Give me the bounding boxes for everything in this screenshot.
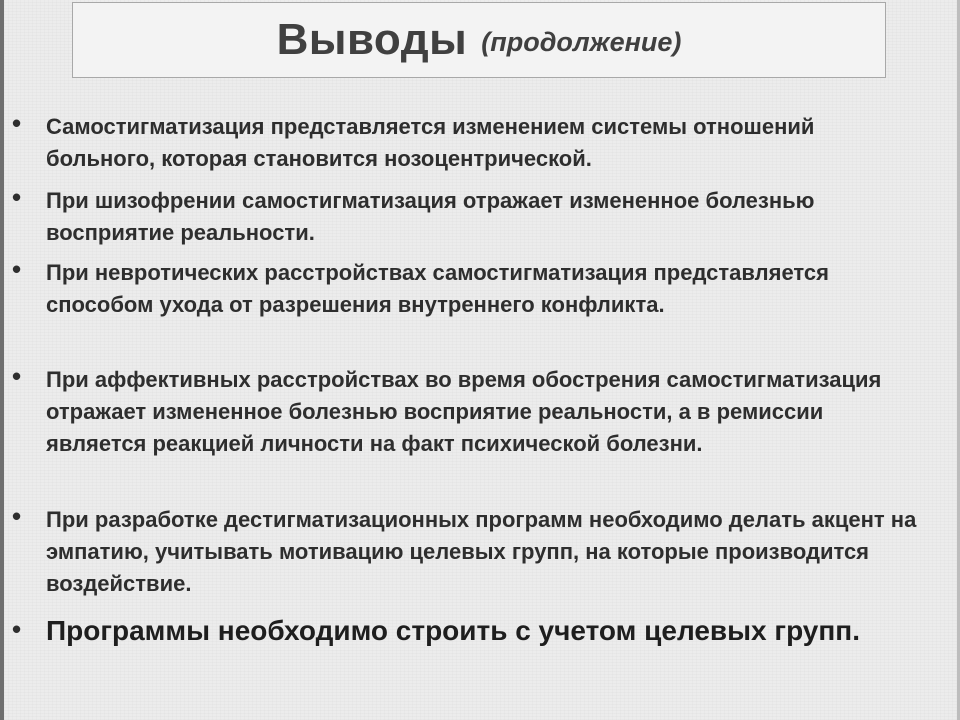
bullet-icon: • (12, 614, 22, 644)
bullet-item (12, 612, 926, 650)
slide-title: Выводы (276, 15, 468, 64)
bullet-icon: • (12, 254, 22, 284)
bullet-item (12, 501, 926, 600)
bullet-item (12, 254, 926, 321)
bullet-item (12, 182, 926, 249)
bullet-item (12, 108, 926, 175)
bullet-icon: • (12, 108, 22, 138)
bullet-text: При невротических расстройствах самостигматизация представляется способом ухода от разрешения внутреннего конфликта. (46, 260, 829, 317)
bullet-text: Самостигматизация представляется изменением системы отношений больного, которая становится нозоцентрической. (46, 114, 815, 171)
bullet-text: При аффективных расстройствах во время обострения самостигматизация отражает измененное болезнью восприятие реальности, а в ремиссии является реакцией личности на факт психической болезни. (46, 367, 882, 456)
slide-subtitle: (продолжение) (481, 26, 682, 57)
bullet-icon: • (12, 182, 22, 212)
bullet-text: Программы необходимо строить с учетом целевых групп. (46, 615, 860, 646)
bullet-icon: • (12, 501, 22, 531)
bullet-icon: • (12, 361, 22, 391)
bullet-item (12, 361, 926, 460)
bullet-text: При разработке дестигматизационных программ необходимо делать акцент на эмпатию, учитывать мотивацию целевых групп, на которые производится воздействие. (46, 507, 917, 596)
bullet-text: При шизофрении самостигматизация отражает измененное болезнью восприятие реальности. (46, 188, 815, 245)
